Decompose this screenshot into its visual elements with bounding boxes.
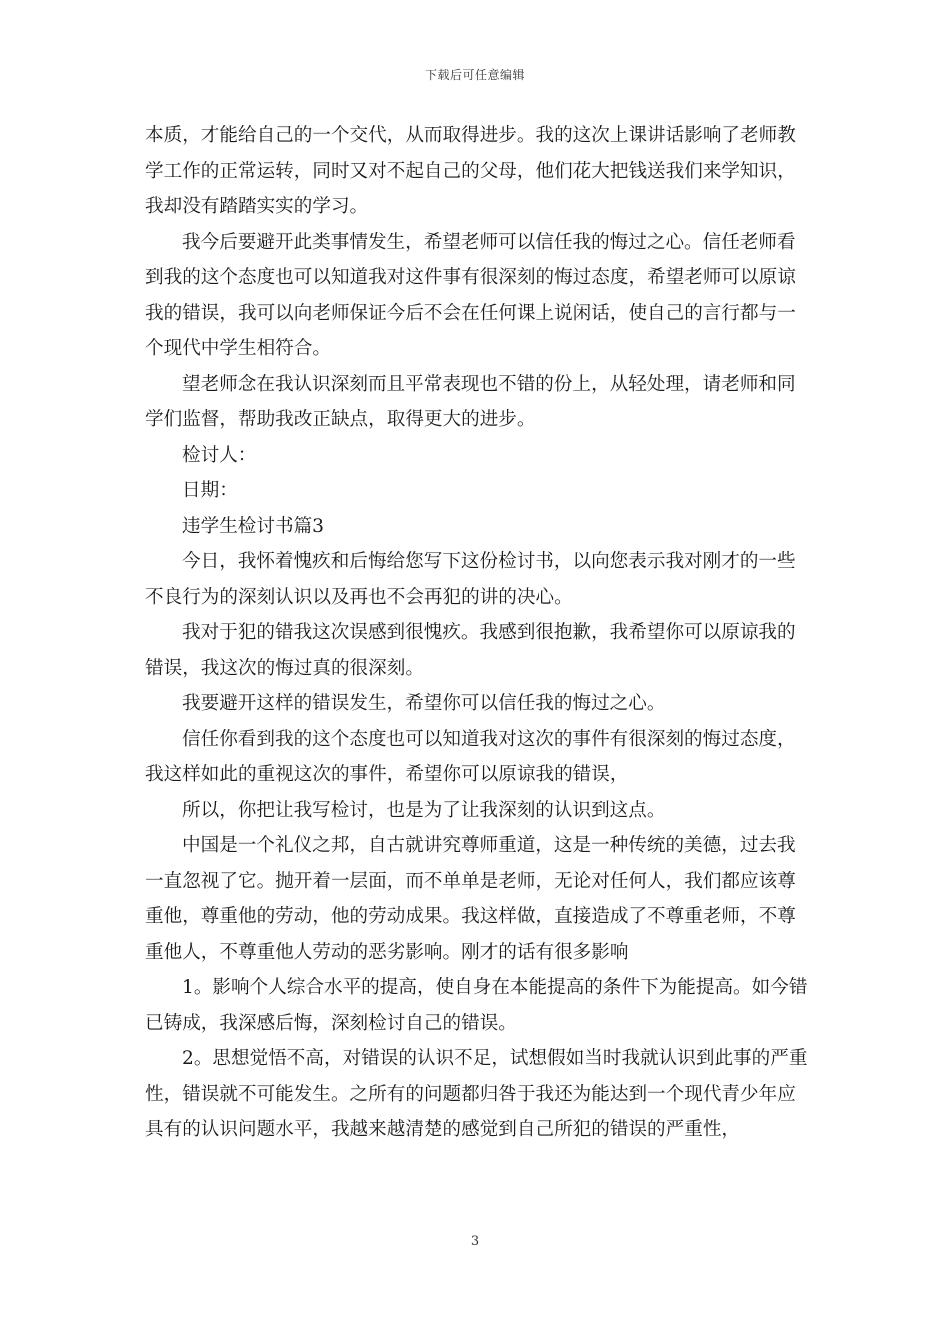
document-body <box>145 118 813 1148</box>
paragraph-5: 我对于犯的错我这次误感到很愧疚。我感到很抱歉，我希望你可以原谅我的错误，我这次的悔过真的很深刻。 <box>145 622 796 679</box>
paragraph-9: 中国是一个礼仪之邦，自古就讲究尊师重道，这是一种传统的美德，过去我一直忽视了它。抛开着一层面，而不单单是老师，无论对任何人，我们都应该尊重他，尊重他的劳动，他的劳动成果。我这样做，直接造成了不尊重老师，不尊重他人，不尊重他人劳动的恶劣影响。刚才的话有很多影响 <box>145 835 796 963</box>
paragraph-8: 所以，你把让我写检讨，也是为了让我深刻的认识到这点。 <box>182 799 666 821</box>
page-number: 3 <box>470 1234 480 1249</box>
page-header: 下载后可任意编辑 <box>424 68 525 82</box>
paragraph-7: 信任你看到我的这个态度也可以知道我对这次的事件有很深刻的悔过态度，我这样如此的重视这次的事件，希望你可以原谅我的错误， <box>145 728 796 785</box>
paragraph-1: 本质，才能给自己的一个交代，从而取得进步。我的这次上课讲话影响了老师教学工作的正常运转，同时又对不起自己的父母，他们花大把钱送我们来学知识，我却没有踏踏实实的学习。 <box>145 125 796 217</box>
paragraph-4: 今日，我怀着愧疚和后悔给您写下这份检讨书，以向您表示我对刚才的一些不良行为的深刻认识以及再也不会再犯的讲的决心。 <box>145 551 796 608</box>
section-title: 违学生检讨书篇3 <box>182 515 324 537</box>
list-item-2: 2。思想觉悟不高，对错误的认识不足，试想假如当时我就认识到此事的严重性，错误就不可能发生。之所有的问题都归咎于我还为能达到一个现代青少年应具有的认识问题水平，我越来越清楚的感觉到自己所犯的错误的严重性， <box>145 1048 808 1140</box>
paragraph-6: 我要避开这样的错误发生，希望你可以信任我的悔过之心。 <box>182 693 666 714</box>
paragraph-3: 望老师念在我认识深刻而且平常表现也不错的份上，从轻处理，请老师和同学们监督，帮助我改正缺点，取得更大的进步。 <box>145 373 796 430</box>
date-label: 日期： <box>182 480 238 501</box>
list-item-1: 1。影响个人综合水平的提高，使自身在本能提高的条件下为能提高。如今错已铸成，我深感后悔，深刻检讨自己的错误。 <box>145 977 808 1034</box>
paragraph-2: 我今后要避开此类事情发生，希望老师可以信任我的悔过之心。信任老师看到我的这个态度也可以知道我对这件事有很深刻的悔过态度，希望老师可以原谅我的错误，我可以向老师保证今后不会在任何课上说闲话，使自己的言行都与一个现代中学生相符合。 <box>145 231 796 359</box>
signer-label: 检讨人： <box>182 444 257 466</box>
